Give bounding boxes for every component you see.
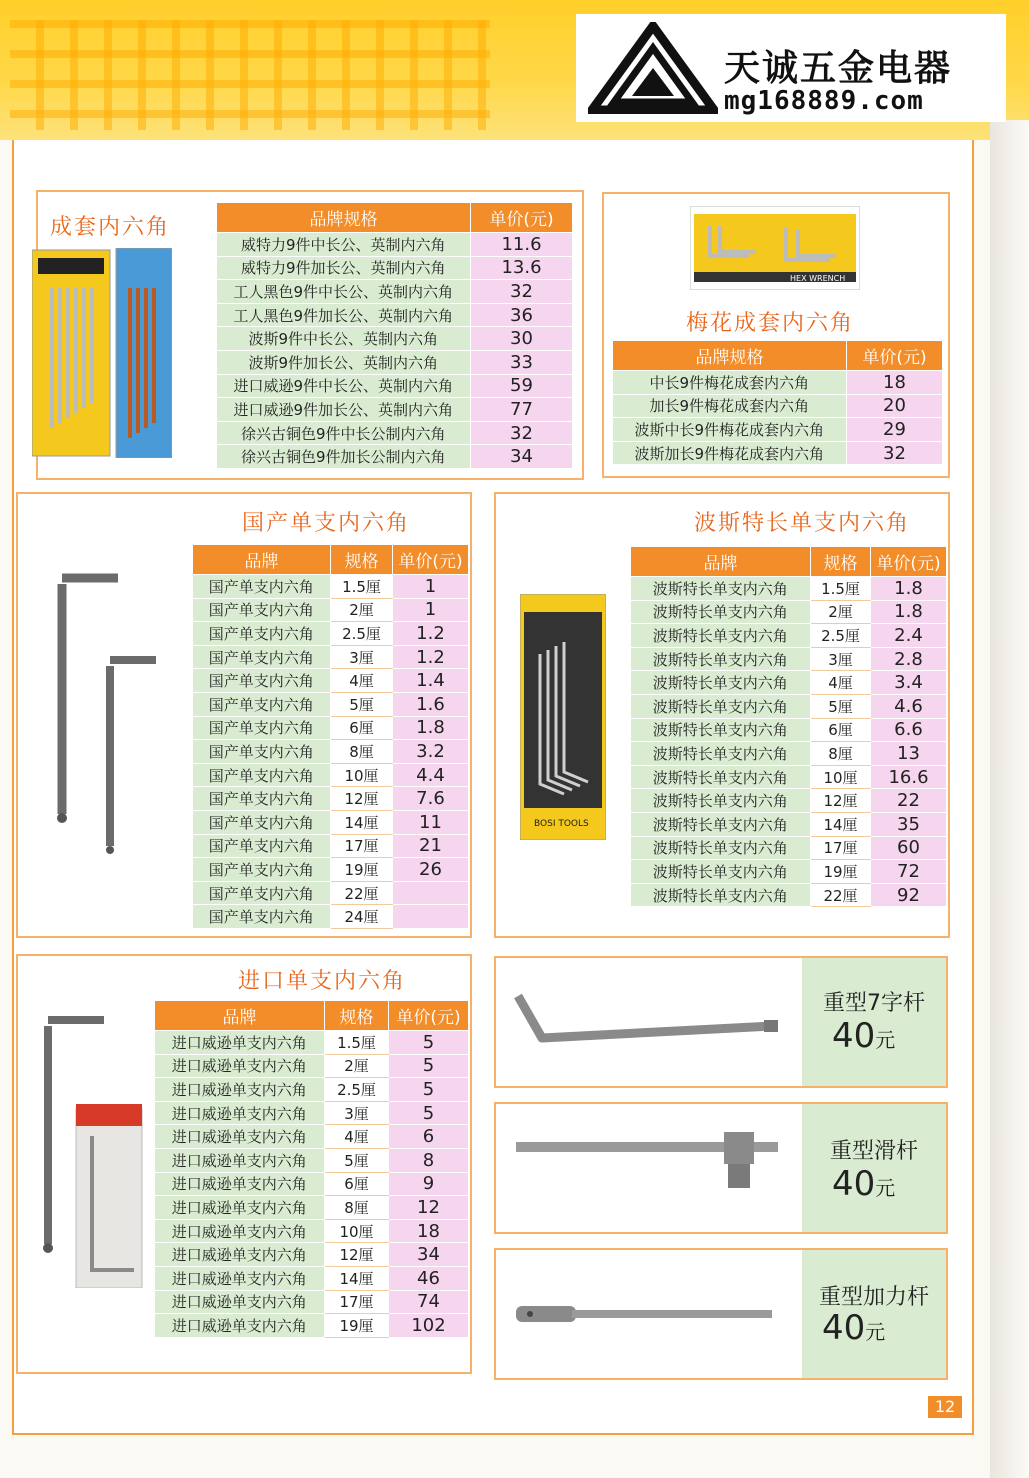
product-price — [832, 1164, 895, 1204]
spec-cell: 22厘 — [331, 881, 393, 905]
spec-cell: 1.5厘 — [325, 1031, 389, 1055]
price-cell: 32 — [471, 280, 573, 304]
bosi-long-price-table — [630, 546, 947, 907]
table-row — [217, 421, 573, 445]
table-row — [631, 600, 947, 624]
price-cell: 3.2 — [393, 740, 469, 764]
product-name-cell: 波斯特长单支内六角 — [631, 883, 811, 907]
price-cell: 16.6 — [871, 765, 947, 789]
spec-cell: 10厘 — [331, 763, 393, 787]
table-row — [193, 787, 469, 811]
header-brand: 品牌 — [155, 1001, 325, 1031]
product-price — [822, 1308, 885, 1348]
price-unit: 元 — [865, 1320, 886, 1344]
header-spec: 规格 — [325, 1001, 389, 1031]
table-row — [613, 371, 943, 395]
price-unit: 元 — [875, 1028, 896, 1052]
product-name-cell: 威特力9件加长公、英制内六角 — [217, 256, 471, 280]
price-cell: 35 — [871, 812, 947, 836]
price-cell: 18 — [389, 1219, 469, 1243]
table-row — [217, 350, 573, 374]
table-row — [193, 598, 469, 622]
product-name-cell: 国产单支内六角 — [193, 622, 331, 646]
breaker-bar-image — [512, 1290, 782, 1340]
page-edge — [990, 120, 1029, 1478]
product-name-cell: 进口威逊单支内六角 — [155, 1148, 325, 1172]
price-cell: 60 — [871, 836, 947, 860]
section-title: 成套内六角 — [50, 215, 171, 240]
price-unit: 元 — [875, 1176, 896, 1200]
price-cell: 20 — [847, 394, 943, 418]
domestic-single-rows — [193, 575, 469, 929]
table-row — [631, 624, 947, 648]
product-name-cell: 国产单支内六角 — [193, 716, 331, 740]
spec-cell: 14厘 — [331, 810, 393, 834]
product-name-cell: 波斯特长单支内六角 — [631, 718, 811, 742]
sliding-t-bar-image — [512, 1124, 782, 1204]
l-handle-bar-image — [512, 986, 782, 1056]
price-cell: 1.8 — [871, 577, 947, 601]
set-hex-rows — [217, 233, 573, 469]
product-name-cell: 波斯特长单支内六角 — [631, 812, 811, 836]
product-name-cell: 威特力9件中长公、英制内六角 — [217, 233, 471, 257]
banner-pattern — [10, 20, 490, 130]
table-row — [631, 860, 947, 884]
table-row — [217, 327, 573, 351]
header-price: 单价(元) — [471, 203, 573, 233]
price-cell: 5 — [389, 1031, 469, 1055]
bosi-long-section — [494, 492, 950, 938]
table-row — [631, 718, 947, 742]
price-cell: 29 — [847, 418, 943, 442]
header-spec: 规格 — [811, 547, 871, 577]
product-name-cell: 进口威逊单支内六角 — [155, 1125, 325, 1149]
product-name: 重型滑杆 — [829, 1139, 918, 1164]
price-cell: 26 — [393, 858, 469, 882]
triangle-logo-icon — [588, 22, 718, 114]
table-row — [217, 233, 573, 257]
price-cell: 5 — [389, 1054, 469, 1078]
section-title: 梅花成套内六角 — [686, 311, 855, 336]
spec-cell: 2厘 — [325, 1054, 389, 1078]
price-cell: 32 — [847, 441, 943, 465]
table-row — [217, 303, 573, 327]
product-name-cell: 波斯特长单支内六角 — [631, 742, 811, 766]
product-card-breaker-bar[interactable] — [494, 1248, 948, 1380]
product-name-cell: 波斯特长单支内六角 — [631, 600, 811, 624]
product-name-cell: 国产单支内六角 — [193, 669, 331, 693]
price-cell: 6 — [389, 1125, 469, 1149]
product-name-cell: 进口威逊单支内六角 — [155, 1078, 325, 1102]
product-name-cell: 波斯加长9件梅花成套内六角 — [613, 441, 847, 465]
product-name-cell: 国产单支内六角 — [193, 598, 331, 622]
price-cell: 11.6 — [471, 233, 573, 257]
price-value: 40 — [832, 1016, 876, 1056]
price-cell: 3.4 — [871, 671, 947, 695]
spec-cell: 4厘 — [331, 669, 393, 693]
product-name-cell: 中长9件梅花成套内六角 — [613, 371, 847, 395]
table-row — [155, 1196, 469, 1220]
product-name-cell: 国产单支内六角 — [193, 645, 331, 669]
spec-cell: 5厘 — [325, 1148, 389, 1172]
table-row — [631, 577, 947, 601]
price-value: 40 — [832, 1164, 876, 1204]
spec-cell: 12厘 — [325, 1243, 389, 1267]
product-name-cell: 国产单支内六角 — [193, 763, 331, 787]
table-row — [631, 883, 947, 907]
table-row — [631, 789, 947, 813]
spec-cell: 6厘 — [325, 1172, 389, 1196]
price-cell: 1.8 — [393, 716, 469, 740]
product-name-cell: 波斯特长单支内六角 — [631, 671, 811, 695]
product-name-cell: 波斯特长单支内六角 — [631, 860, 811, 884]
torx-set-package-image — [690, 206, 860, 290]
table-row — [193, 716, 469, 740]
table-row — [217, 398, 573, 422]
price-value: 40 — [822, 1308, 866, 1348]
price-cell: 34 — [389, 1243, 469, 1267]
table-row — [155, 1172, 469, 1196]
product-name-cell: 波斯特长单支内六角 — [631, 577, 811, 601]
header-brand: 品牌 — [193, 545, 331, 575]
price-cell: 36 — [471, 303, 573, 327]
spec-cell: 2.5厘 — [331, 622, 393, 646]
price-cell: 1.8 — [871, 600, 947, 624]
header-brand: 品牌 — [631, 547, 811, 577]
product-name-cell: 进口威逊单支内六角 — [155, 1031, 325, 1055]
price-cell — [393, 905, 469, 929]
header-brand-spec: 品牌规格 — [217, 203, 471, 233]
product-name-cell: 进口威逊9件中长公、英制内六角 — [217, 374, 471, 398]
spec-cell: 6厘 — [331, 716, 393, 740]
price-cell — [393, 881, 469, 905]
spec-cell: 3厘 — [811, 647, 871, 671]
price-cell: 18 — [847, 371, 943, 395]
table-row — [193, 810, 469, 834]
spec-cell: 10厘 — [811, 765, 871, 789]
section-title: 进口单支内六角 — [238, 969, 407, 994]
product-name-cell: 波斯中长9件梅花成套内六角 — [613, 418, 847, 442]
price-cell: 12 — [389, 1196, 469, 1220]
domestic-single-section — [16, 492, 472, 938]
spec-cell: 1.5厘 — [331, 575, 393, 599]
table-row — [193, 622, 469, 646]
bosi-long-rows — [631, 577, 947, 907]
spec-cell: 12厘 — [811, 789, 871, 813]
imported-hex-key-image — [36, 1008, 154, 1288]
price-cell: 1.2 — [393, 622, 469, 646]
table-row — [155, 1290, 469, 1314]
product-name-cell: 国产单支内六角 — [193, 881, 331, 905]
imported-single-price-table — [154, 1000, 469, 1338]
price-cell: 2.4 — [871, 624, 947, 648]
spec-cell: 2.5厘 — [325, 1078, 389, 1102]
product-name-cell: 国产单支内六角 — [193, 810, 331, 834]
product-name-cell: 国产单支内六角 — [193, 858, 331, 882]
torx-set-rows — [613, 371, 943, 465]
hex-key-set-package-image — [32, 248, 172, 458]
spec-cell: 2厘 — [811, 600, 871, 624]
spec-cell: 19厘 — [325, 1314, 389, 1338]
spec-cell: 22厘 — [811, 883, 871, 907]
price-cell: 1.6 — [393, 692, 469, 716]
product-name-cell: 徐兴古铜色9件中长公制内六角 — [217, 421, 471, 445]
price-cell: 1.2 — [393, 645, 469, 669]
spec-cell: 2.5厘 — [811, 624, 871, 648]
product-name-cell: 进口威逊单支内六角 — [155, 1219, 325, 1243]
package-label: BOSI TOOLS — [534, 819, 589, 829]
spec-cell: 5厘 — [811, 694, 871, 718]
product-card-sliding-bar[interactable] — [494, 1102, 948, 1234]
product-name-cell: 波斯特长单支内六角 — [631, 765, 811, 789]
table-row — [155, 1266, 469, 1290]
table-row — [193, 763, 469, 787]
table-row — [217, 256, 573, 280]
product-name-cell: 波斯特长单支内六角 — [631, 836, 811, 860]
table-row — [631, 836, 947, 860]
price-cell: 92 — [871, 883, 947, 907]
table-row — [613, 394, 943, 418]
price-cell: 4.4 — [393, 763, 469, 787]
product-name-cell: 国产单支内六角 — [193, 905, 331, 929]
product-name-cell: 波斯特长单支内六角 — [631, 624, 811, 648]
price-cell: 33 — [471, 350, 573, 374]
table-row — [193, 575, 469, 599]
product-name-cell: 工人黑色9件加长公、英制内六角 — [217, 303, 471, 327]
brand-url[interactable]: mg168889.com — [724, 86, 924, 116]
product-name-cell: 进口威逊单支内六角 — [155, 1314, 325, 1338]
price-cell: 32 — [471, 421, 573, 445]
product-name-cell: 进口威逊单支内六角 — [155, 1243, 325, 1267]
spec-cell: 5厘 — [331, 692, 393, 716]
brand-name: 天诚五金电器 — [724, 48, 953, 89]
spec-cell: 3厘 — [331, 645, 393, 669]
section-title: 国产单支内六角 — [242, 511, 411, 536]
product-card-7-handle[interactable] — [494, 956, 948, 1088]
table-row — [193, 834, 469, 858]
spec-cell: 14厘 — [325, 1266, 389, 1290]
product-name-cell: 工人黑色9件中长公、英制内六角 — [217, 280, 471, 304]
spec-cell: 14厘 — [811, 812, 871, 836]
product-name-cell: 波斯9件加长公、英制内六角 — [217, 350, 471, 374]
table-row — [193, 858, 469, 882]
product-name-cell: 波斯特长单支内六角 — [631, 789, 811, 813]
spec-cell: 24厘 — [331, 905, 393, 929]
table-row — [613, 441, 943, 465]
spec-cell: 19厘 — [811, 860, 871, 884]
table-row — [155, 1314, 469, 1338]
set-hex-section — [36, 190, 584, 480]
header-spec: 规格 — [331, 545, 393, 575]
price-cell: 1.4 — [393, 669, 469, 693]
product-name-cell: 波斯9件中长公、英制内六角 — [217, 327, 471, 351]
table-row — [155, 1219, 469, 1243]
table-row — [155, 1101, 469, 1125]
table-row — [217, 445, 573, 469]
spec-cell: 2厘 — [331, 598, 393, 622]
table-row — [193, 645, 469, 669]
price-cell: 30 — [471, 327, 573, 351]
spec-cell: 4厘 — [325, 1125, 389, 1149]
table-row — [631, 647, 947, 671]
spec-cell: 10厘 — [325, 1219, 389, 1243]
table-row — [631, 694, 947, 718]
product-label-panel — [802, 1250, 946, 1378]
price-cell: 77 — [471, 398, 573, 422]
torx-set-section — [602, 192, 950, 478]
table-row — [217, 280, 573, 304]
hex-key-single-image — [48, 564, 168, 864]
price-cell: 11 — [393, 810, 469, 834]
spec-cell: 17厘 — [325, 1290, 389, 1314]
product-name: 重型加力杆 — [818, 1285, 929, 1310]
table-row — [193, 740, 469, 764]
product-label-panel — [802, 1104, 946, 1232]
table-row — [155, 1243, 469, 1267]
table-row — [155, 1031, 469, 1055]
price-cell: 46 — [389, 1266, 469, 1290]
table-row — [155, 1148, 469, 1172]
product-name-cell: 国产单支内六角 — [193, 575, 331, 599]
price-cell: 34 — [471, 445, 573, 469]
table-row — [155, 1054, 469, 1078]
product-label-panel — [802, 958, 946, 1086]
price-cell: 1 — [393, 598, 469, 622]
imported-single-section — [16, 954, 472, 1374]
product-name-cell: 进口威逊单支内六角 — [155, 1196, 325, 1220]
product-name-cell: 进口威逊单支内六角 — [155, 1101, 325, 1125]
brand-logo-box — [576, 14, 1006, 122]
table-row — [155, 1078, 469, 1102]
spec-cell: 8厘 — [325, 1196, 389, 1220]
product-name-cell: 国产单支内六角 — [193, 740, 331, 764]
bosi-long-hex-key-image — [520, 594, 606, 840]
spec-cell: 4厘 — [811, 671, 871, 695]
price-cell: 1 — [393, 575, 469, 599]
product-name-cell: 波斯特长单支内六角 — [631, 647, 811, 671]
header-price: 单价(元) — [389, 1001, 469, 1031]
header-price: 单价(元) — [847, 341, 943, 371]
table-row — [193, 669, 469, 693]
section-title: 波斯特长单支内六角 — [694, 511, 911, 536]
table-row — [631, 812, 947, 836]
header-price: 单价(元) — [871, 547, 947, 577]
table-row — [193, 881, 469, 905]
price-cell: 2.8 — [871, 647, 947, 671]
product-name: 重型7字杆 — [823, 991, 925, 1016]
product-name-cell: 波斯特长单支内六角 — [631, 694, 811, 718]
domestic-single-price-table — [192, 544, 469, 929]
product-name-cell: 进口威逊单支内六角 — [155, 1172, 325, 1196]
product-name-cell: 进口威逊单支内六角 — [155, 1290, 325, 1314]
spec-cell: 3厘 — [325, 1101, 389, 1125]
price-cell: 21 — [393, 834, 469, 858]
spec-cell: 17厘 — [331, 834, 393, 858]
imported-single-rows — [155, 1031, 469, 1338]
product-name-cell: 进口威逊单支内六角 — [155, 1054, 325, 1078]
price-cell: 22 — [871, 789, 947, 813]
table-row — [217, 374, 573, 398]
spec-cell: 12厘 — [331, 787, 393, 811]
product-name-cell: 国产单支内六角 — [193, 834, 331, 858]
torx-set-price-table — [612, 340, 943, 465]
product-price — [832, 1016, 895, 1056]
price-cell: 6.6 — [871, 718, 947, 742]
table-row — [155, 1125, 469, 1149]
price-cell: 4.6 — [871, 694, 947, 718]
table-row — [631, 671, 947, 695]
product-name-cell: 国产单支内六角 — [193, 787, 331, 811]
page-number: 12 — [928, 1396, 962, 1418]
price-cell: 13 — [871, 742, 947, 766]
price-cell: 13.6 — [471, 256, 573, 280]
table-row — [613, 418, 943, 442]
price-cell: 8 — [389, 1148, 469, 1172]
spec-cell: 8厘 — [811, 742, 871, 766]
price-cell: 7.6 — [393, 787, 469, 811]
table-row — [193, 905, 469, 929]
price-cell: 74 — [389, 1290, 469, 1314]
table-row — [631, 742, 947, 766]
spec-cell: 8厘 — [331, 740, 393, 764]
header-brand-spec: 品牌规格 — [613, 341, 847, 371]
price-cell: 5 — [389, 1078, 469, 1102]
price-cell: 72 — [871, 860, 947, 884]
header-price: 单价(元) — [393, 545, 469, 575]
table-row — [631, 765, 947, 789]
price-cell: 102 — [389, 1314, 469, 1338]
product-name-cell: 加长9件梅花成套内六角 — [613, 394, 847, 418]
product-name-cell: 进口威逊单支内六角 — [155, 1266, 325, 1290]
set-hex-price-table — [216, 202, 573, 469]
table-row — [193, 692, 469, 716]
spec-cell: 1.5厘 — [811, 577, 871, 601]
price-cell: 9 — [389, 1172, 469, 1196]
spec-cell: 17厘 — [811, 836, 871, 860]
product-name-cell: 国产单支内六角 — [193, 692, 331, 716]
price-cell: 5 — [389, 1101, 469, 1125]
product-name-cell: 徐兴古铜色9件加长公制内六角 — [217, 445, 471, 469]
product-name-cell: 进口威逊9件加长公、英制内六角 — [217, 398, 471, 422]
package-label: HEX WRENCH — [790, 274, 846, 283]
spec-cell: 6厘 — [811, 718, 871, 742]
spec-cell: 19厘 — [331, 858, 393, 882]
price-cell: 59 — [471, 374, 573, 398]
